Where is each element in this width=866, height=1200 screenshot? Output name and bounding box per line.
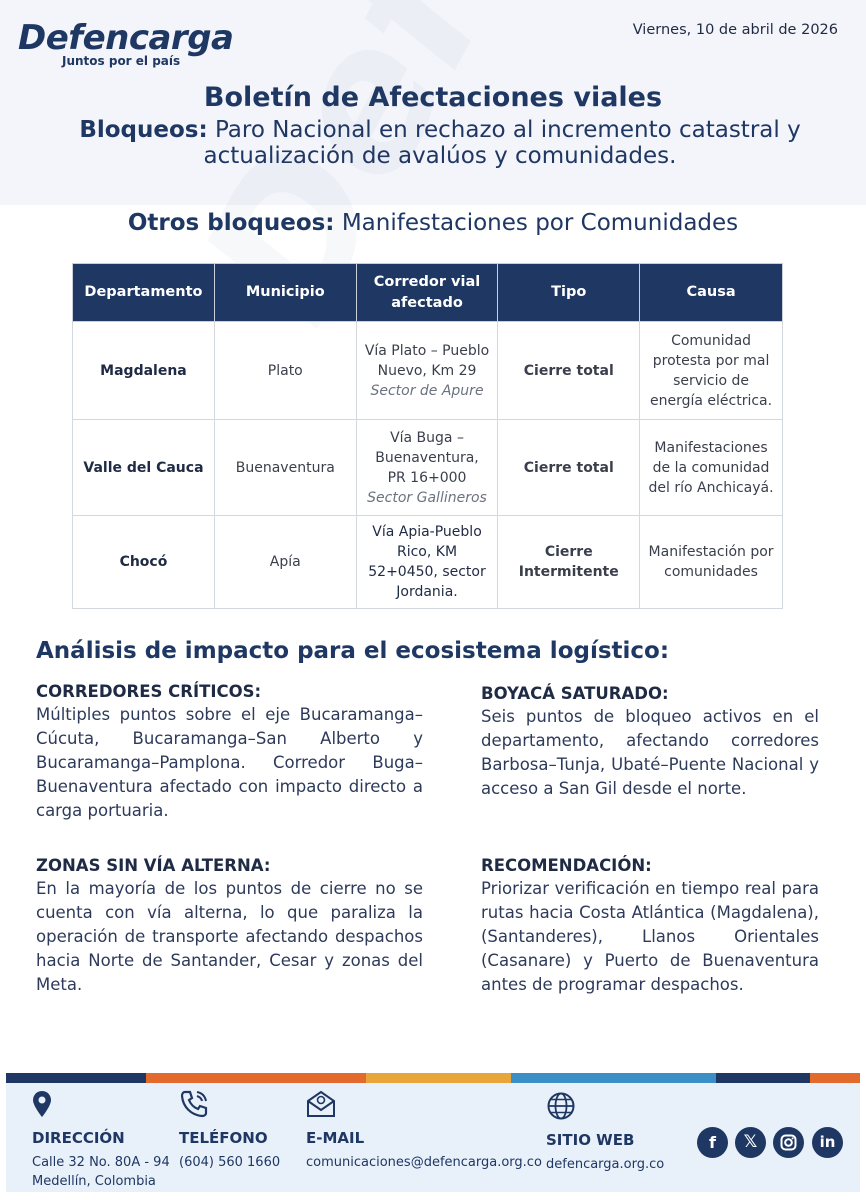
departamento-cell: Valle del Cauca — [73, 420, 215, 516]
footer-color-bar — [6, 1073, 860, 1083]
column-header: Municipio — [214, 264, 356, 322]
column-header: Causa — [640, 264, 783, 322]
logo-tagline: Juntos por el país — [62, 54, 181, 68]
x-icon[interactable]: 𝕏 — [735, 1127, 766, 1158]
analysis-heading: CORREDORES CRÍTICOS: — [36, 682, 262, 701]
analysis-block-boyaca — [481, 684, 819, 801]
globe-icon — [546, 1091, 576, 1121]
column-header: Corredor vial afectado — [356, 264, 498, 322]
departamento-cell: Chocó — [73, 516, 215, 609]
subtitle-text: Paro Nacional en rechazo al incremento catastral y actualización de avalúos y comunidades. — [203, 117, 801, 169]
direccion-line2: Medellín, Colombia — [32, 1174, 156, 1189]
causa-cell: Manifestaciones de la comunidad del río Anchicayá. — [640, 420, 783, 516]
linkedin-icon[interactable]: in — [812, 1127, 843, 1158]
location-pin-icon — [32, 1089, 62, 1119]
analysis-heading: ZONAS SIN VÍA ALTERNA: — [36, 856, 271, 875]
municipio-cell: Buenaventura — [214, 420, 356, 516]
corredor-cell — [356, 322, 498, 420]
tipo-cell: Cierre Intermitente — [498, 516, 640, 609]
table-header-row — [73, 264, 783, 322]
table-row — [73, 322, 783, 420]
causa-cell: Manifestación por comunidades — [640, 516, 783, 609]
municipio-cell: Apía — [214, 516, 356, 609]
email-value[interactable]: comunicaciones@defencarga.org.co — [306, 1155, 542, 1170]
subtitle-label: Bloqueos: — [79, 117, 208, 143]
corredor-text: Vía Plato – Pueblo Nuevo, Km 29 — [364, 342, 490, 379]
section-heading — [0, 210, 866, 236]
instagram-icon[interactable] — [773, 1127, 804, 1158]
bulletin-date: Viernes, 10 de abril de 2026 — [632, 22, 838, 38]
analysis-block-corredores — [36, 682, 423, 823]
facebook-icon[interactable]: f — [697, 1127, 728, 1158]
analysis-text: Múltiples puntos sobre el eje Bucaramanga–Cúcuta, Bucaramanga–San Alberto y Bucaramanga–Pamplona. Corredor Buga–Buenaventura afectado con impacto directo a carga portuaria. — [36, 705, 423, 820]
corredor-text: Vía Buga – Buenaventura, PR 16+000 — [375, 429, 479, 486]
footer-email — [306, 1089, 542, 1172]
direccion-label: DIRECCIÓN — [32, 1129, 125, 1147]
web-label: SITIO WEB — [546, 1131, 635, 1149]
section-text: Manifestaciones por Comunidades — [334, 210, 739, 236]
departamento-cell: Magdalena — [73, 322, 215, 420]
direccion-line1: Calle 32 No. 80A - 94 — [32, 1155, 170, 1170]
footer-direccion — [32, 1089, 170, 1191]
logo — [18, 18, 234, 68]
footer — [6, 1083, 860, 1192]
column-header: Tipo — [498, 264, 640, 322]
table-row — [73, 516, 783, 609]
column-header: Departamento — [73, 264, 215, 322]
analysis-heading: BOYACÁ SATURADO: — [481, 684, 669, 703]
footer-web — [546, 1091, 664, 1174]
logo-text: Defencarga — [18, 18, 234, 58]
corredor-cell: Vía Apia-Pueblo Rico, KM 52+0450, sector Jordania. — [356, 516, 498, 609]
blockades-table — [72, 263, 783, 609]
telefono-value[interactable]: (604) 560 1660 — [179, 1155, 281, 1170]
municipio-cell: Plato — [214, 322, 356, 420]
phone-icon — [179, 1089, 209, 1119]
corredor-cell — [356, 420, 498, 516]
analysis-text: En la mayoría de los puntos de cierre no se cuenta con vía alterna, lo que paraliza la operación de transporte afectando despachos hacia Norte de Santander, Cesar y zonas del Meta. — [36, 879, 423, 994]
analysis-title: Análisis de impacto para el ecosistema logístico: — [36, 638, 670, 664]
analysis-text: Priorizar verificación en tiempo real para rutas hacia Costa Atlántica (Magdalena), (Santanderes), Llanos Orientales (Casanare) y Puerto de Buenaventura antes de programar despachos. — [481, 879, 819, 994]
tipo-cell: Cierre total — [498, 322, 640, 420]
tipo-cell: Cierre total — [498, 420, 640, 516]
table-row — [73, 420, 783, 516]
analysis-block-recomendacion — [481, 856, 819, 997]
section-label: Otros bloqueos: — [127, 210, 335, 236]
footer-telefono — [179, 1089, 280, 1172]
analysis-heading: RECOMENDACIÓN: — [481, 856, 652, 875]
email-icon — [306, 1089, 336, 1119]
telefono-label: TELÉFONO — [179, 1129, 268, 1147]
email-label: E-MAIL — [306, 1129, 365, 1147]
web-value[interactable]: defencarga.org.co — [546, 1157, 665, 1172]
analysis-text: Seis puntos de bloqueo activos en el departamento, afectando corredores Barbosa–Tunja, Ubaté–Puente Nacional y acceso a San Gil desde el norte. — [481, 707, 819, 798]
sector-text: Sector de Apure — [370, 382, 484, 399]
subtitle — [40, 117, 840, 169]
page-title: Boletín de Afectaciones viales — [203, 82, 663, 113]
sector-text: Sector Gallineros — [367, 489, 487, 506]
causa-cell: Comunidad protesta por mal servicio de energía eléctrica. — [640, 322, 783, 420]
analysis-block-zonas — [36, 856, 423, 997]
